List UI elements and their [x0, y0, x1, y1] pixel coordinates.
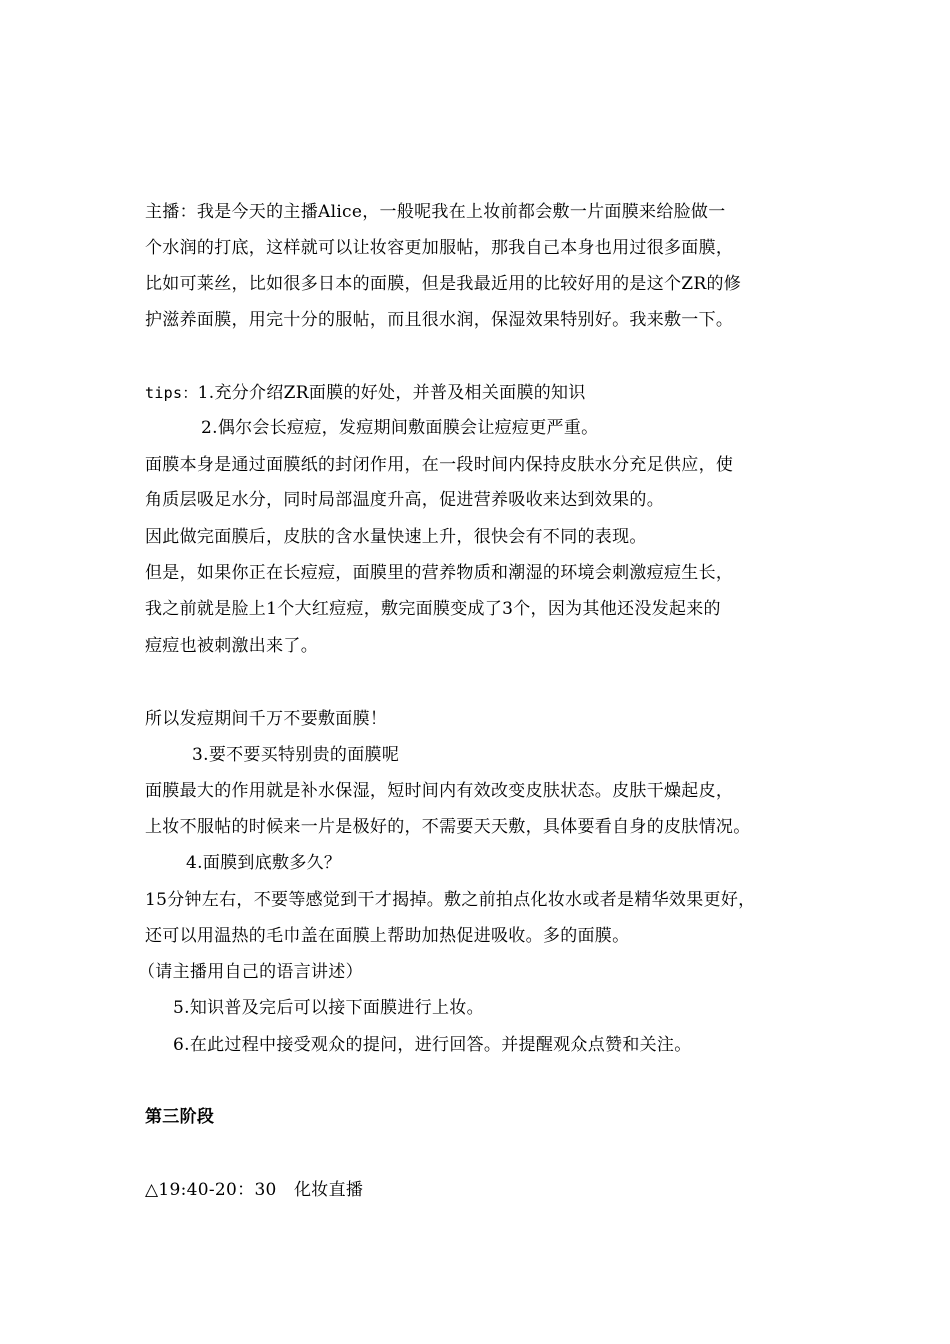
tips-item-2: 2.偶尔会长痘痘，发痘期间敷面膜会让痘痘更严重。: [201, 418, 599, 438]
tips-para2-line-1: 面膜本身是通过面膜纸的封闭作用，在一段时间内保持皮肤水分充足供应，使: [145, 455, 734, 475]
tips-para2-line-5: 我之前就是脸上1个大红痘痘，敷完面膜变成了3个，因为其他还没发起来的: [145, 599, 721, 619]
tips-para2-conclusion: 所以发痘期间千万不要敷面膜！: [145, 709, 388, 729]
tips-item-4: 4.面膜到底敷多久？: [186, 853, 342, 873]
tips-item-3: 3.要不要买特别贵的面膜呢: [192, 745, 400, 765]
tips-para2-line-3: 因此做完面膜后，皮肤的含水量快速上升，很快会有不同的表现。: [145, 527, 647, 547]
stage-heading: 第三阶段: [145, 1107, 215, 1127]
tips-para2-line-2: 角质层吸足水分，同时局部温度升高，促进营养吸收来达到效果的。: [145, 490, 664, 510]
intro-line-4: 护滋养面膜，用完十分的服帖，而且很水润，保湿效果特别好。我来敷一下。: [145, 310, 734, 330]
tips-item-6: 6.在此过程中接受观众的提问，进行回答。并提醒观众点赞和关注。: [173, 1035, 692, 1055]
tips-para4-line-3: （请主播用自己的语言讲述）: [138, 962, 363, 982]
tips-item-5: 5.知识普及完后可以接下面膜进行上妆。: [173, 998, 484, 1018]
tips-line-1: [145, 383, 586, 403]
intro-line-2: 个水润的打底，这样就可以让妆容更加服帖，那我自己本身也用过很多面膜，: [145, 238, 734, 258]
tips-para2-line-4: 但是，如果你正在长痘痘，面膜里的营养物质和潮湿的环境会刺激痘痘生长，: [145, 563, 734, 583]
tips-label: tips：: [145, 384, 198, 402]
tips-para3-line-1: 面膜最大的作用就是补水保湿，短时间内有效改变皮肤状态。皮肤干燥起皮，: [145, 781, 734, 801]
stage-schedule: △19:40-20：30 化妆直播: [145, 1180, 364, 1200]
tips-para2-line-6: 痘痘也被刺激出来了。: [145, 636, 318, 656]
intro-line-1: 主播：我是今天的主播Alice，一般呢我在上妆前都会敷一片面膜来给脸做一: [145, 202, 726, 222]
intro-line-3: 比如可莱丝，比如很多日本的面膜，但是我最近用的比较好用的是这个ZR的修: [145, 274, 742, 294]
tips-item-1: 1.充分介绍ZR面膜的好处，并普及相关面膜的知识: [197, 383, 586, 403]
tips-para4-line-1: 15分钟左右，不要等感觉到干才揭掉。敷之前拍点化妆水或者是精华效果更好，: [145, 890, 756, 910]
tips-para3-line-2: 上妆不服帖的时候来一片是极好的，不需要天天敷，具体要看自身的皮肤情况。: [145, 817, 751, 837]
tips-para4-line-2: 还可以用温热的毛巾盖在面膜上帮助加热促进吸收。多的面膜。: [145, 926, 630, 946]
